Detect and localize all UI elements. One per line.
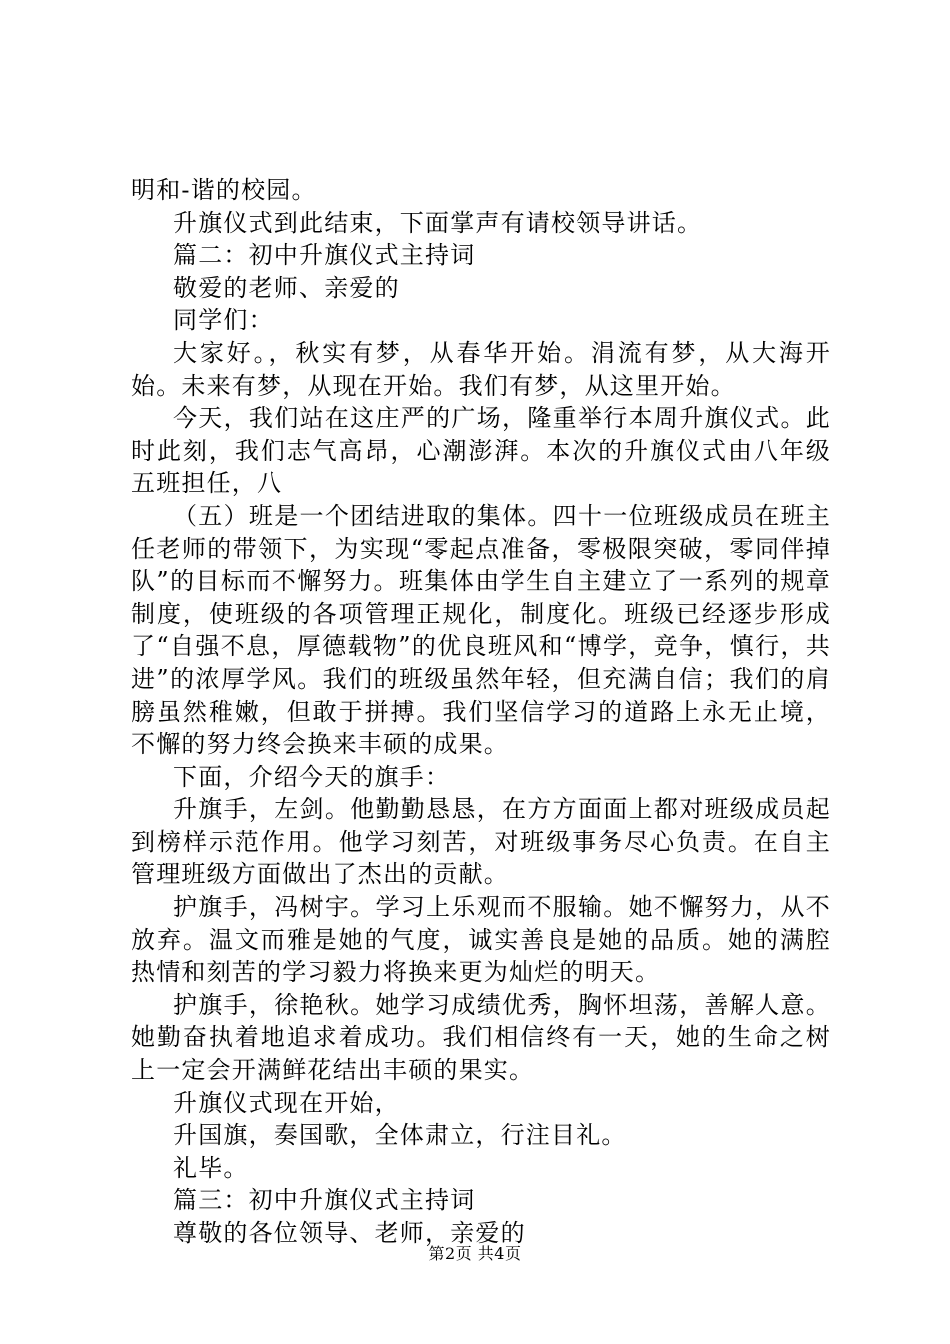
- section-heading-2: 篇二：初中升旗仪式主持词: [173, 241, 476, 270]
- paragraph-9: 下面，介绍今天的旗手：: [173, 762, 451, 791]
- page-number-label: 第2页 共4页: [428, 1244, 522, 1263]
- paragraph-6: 大家好。，秋实有梦，从春华开始。涓流有梦，从大海开始。未来有梦，从现在开始。我们有梦，从这里开始。: [131, 338, 831, 400]
- paragraph-10: 升旗手，左剑。他勤勤恳恳，在方方面面上都对班级成员起到榜样示范作用。他学习刻苦，对班级事务尽心负责。在自主管理班级方面做出了杰出的贡献。: [131, 795, 831, 889]
- section-heading-3: 篇三：初中升旗仪式主持词: [173, 1186, 476, 1215]
- paragraph-17: 尊敬的各位领导、老师，亲爱的: [173, 1219, 526, 1247]
- page-footer: [0, 1244, 950, 1264]
- paragraph-2: 升旗仪式到此结束，下面掌声有请校领导讲话。: [173, 208, 703, 237]
- paragraph-13: 升旗仪式现在开始，: [173, 1088, 400, 1117]
- paragraph-1: 明和-谐的校园。: [131, 176, 317, 204]
- paragraph-11: 护旗手，冯树宇。学习上乐观而不服输。她不懈努力，从不放弃。温文而雅是她的气度，诚实善良是她的品质。她的满腔热情和刻苦的学习毅力将换来更为灿烂的明天。: [131, 893, 831, 987]
- paragraph-5: 同学们：: [173, 306, 274, 335]
- paragraph-4: 敬爱的老师、亲爱的: [173, 273, 400, 302]
- document-body: [131, 174, 831, 1250]
- paragraph-15: 礼毕。: [173, 1153, 249, 1182]
- paragraph-14: 升国旗，奏国歌，全体肃立，行注目礼。: [173, 1121, 627, 1150]
- paragraph-12: 护旗手，徐艳秋。她学习成绩优秀，胸怀坦荡，善解人意。她勤奋执着地追求着成功。我们相信终有一天，她的生命之树上一定会开满鲜花结出丰硕的果实。: [131, 990, 831, 1085]
- paragraph-8: （五）班是一个团结进取的集体。四十一位班级成员在班主任老师的带领下，为实现“零起点准备，零极限突破，零同伴掉队”的目标而不懈努力。班集体由学生自主建立了一系列的规章制度，使班级的各项管理正规化，制度化。班级已经逐步形成了“自强不息，厚德载物”的优良班风和“博学，竞争，慎行，共进”的浓厚学风。我们的班级虽然年轻，但充满自信；我们的肩膀虽然稚嫩，但敢于拼搏。我们坚信学习的道路上永无止境，不懈的努力终会换来丰硕的成果。: [131, 501, 831, 759]
- paragraph-7: 今天，我们站在这庄严的广场，隆重举行本周升旗仪式。此时此刻，我们志气高昂，心潮澎湃。本次的升旗仪式由八年级五班担任，八: [131, 404, 831, 498]
